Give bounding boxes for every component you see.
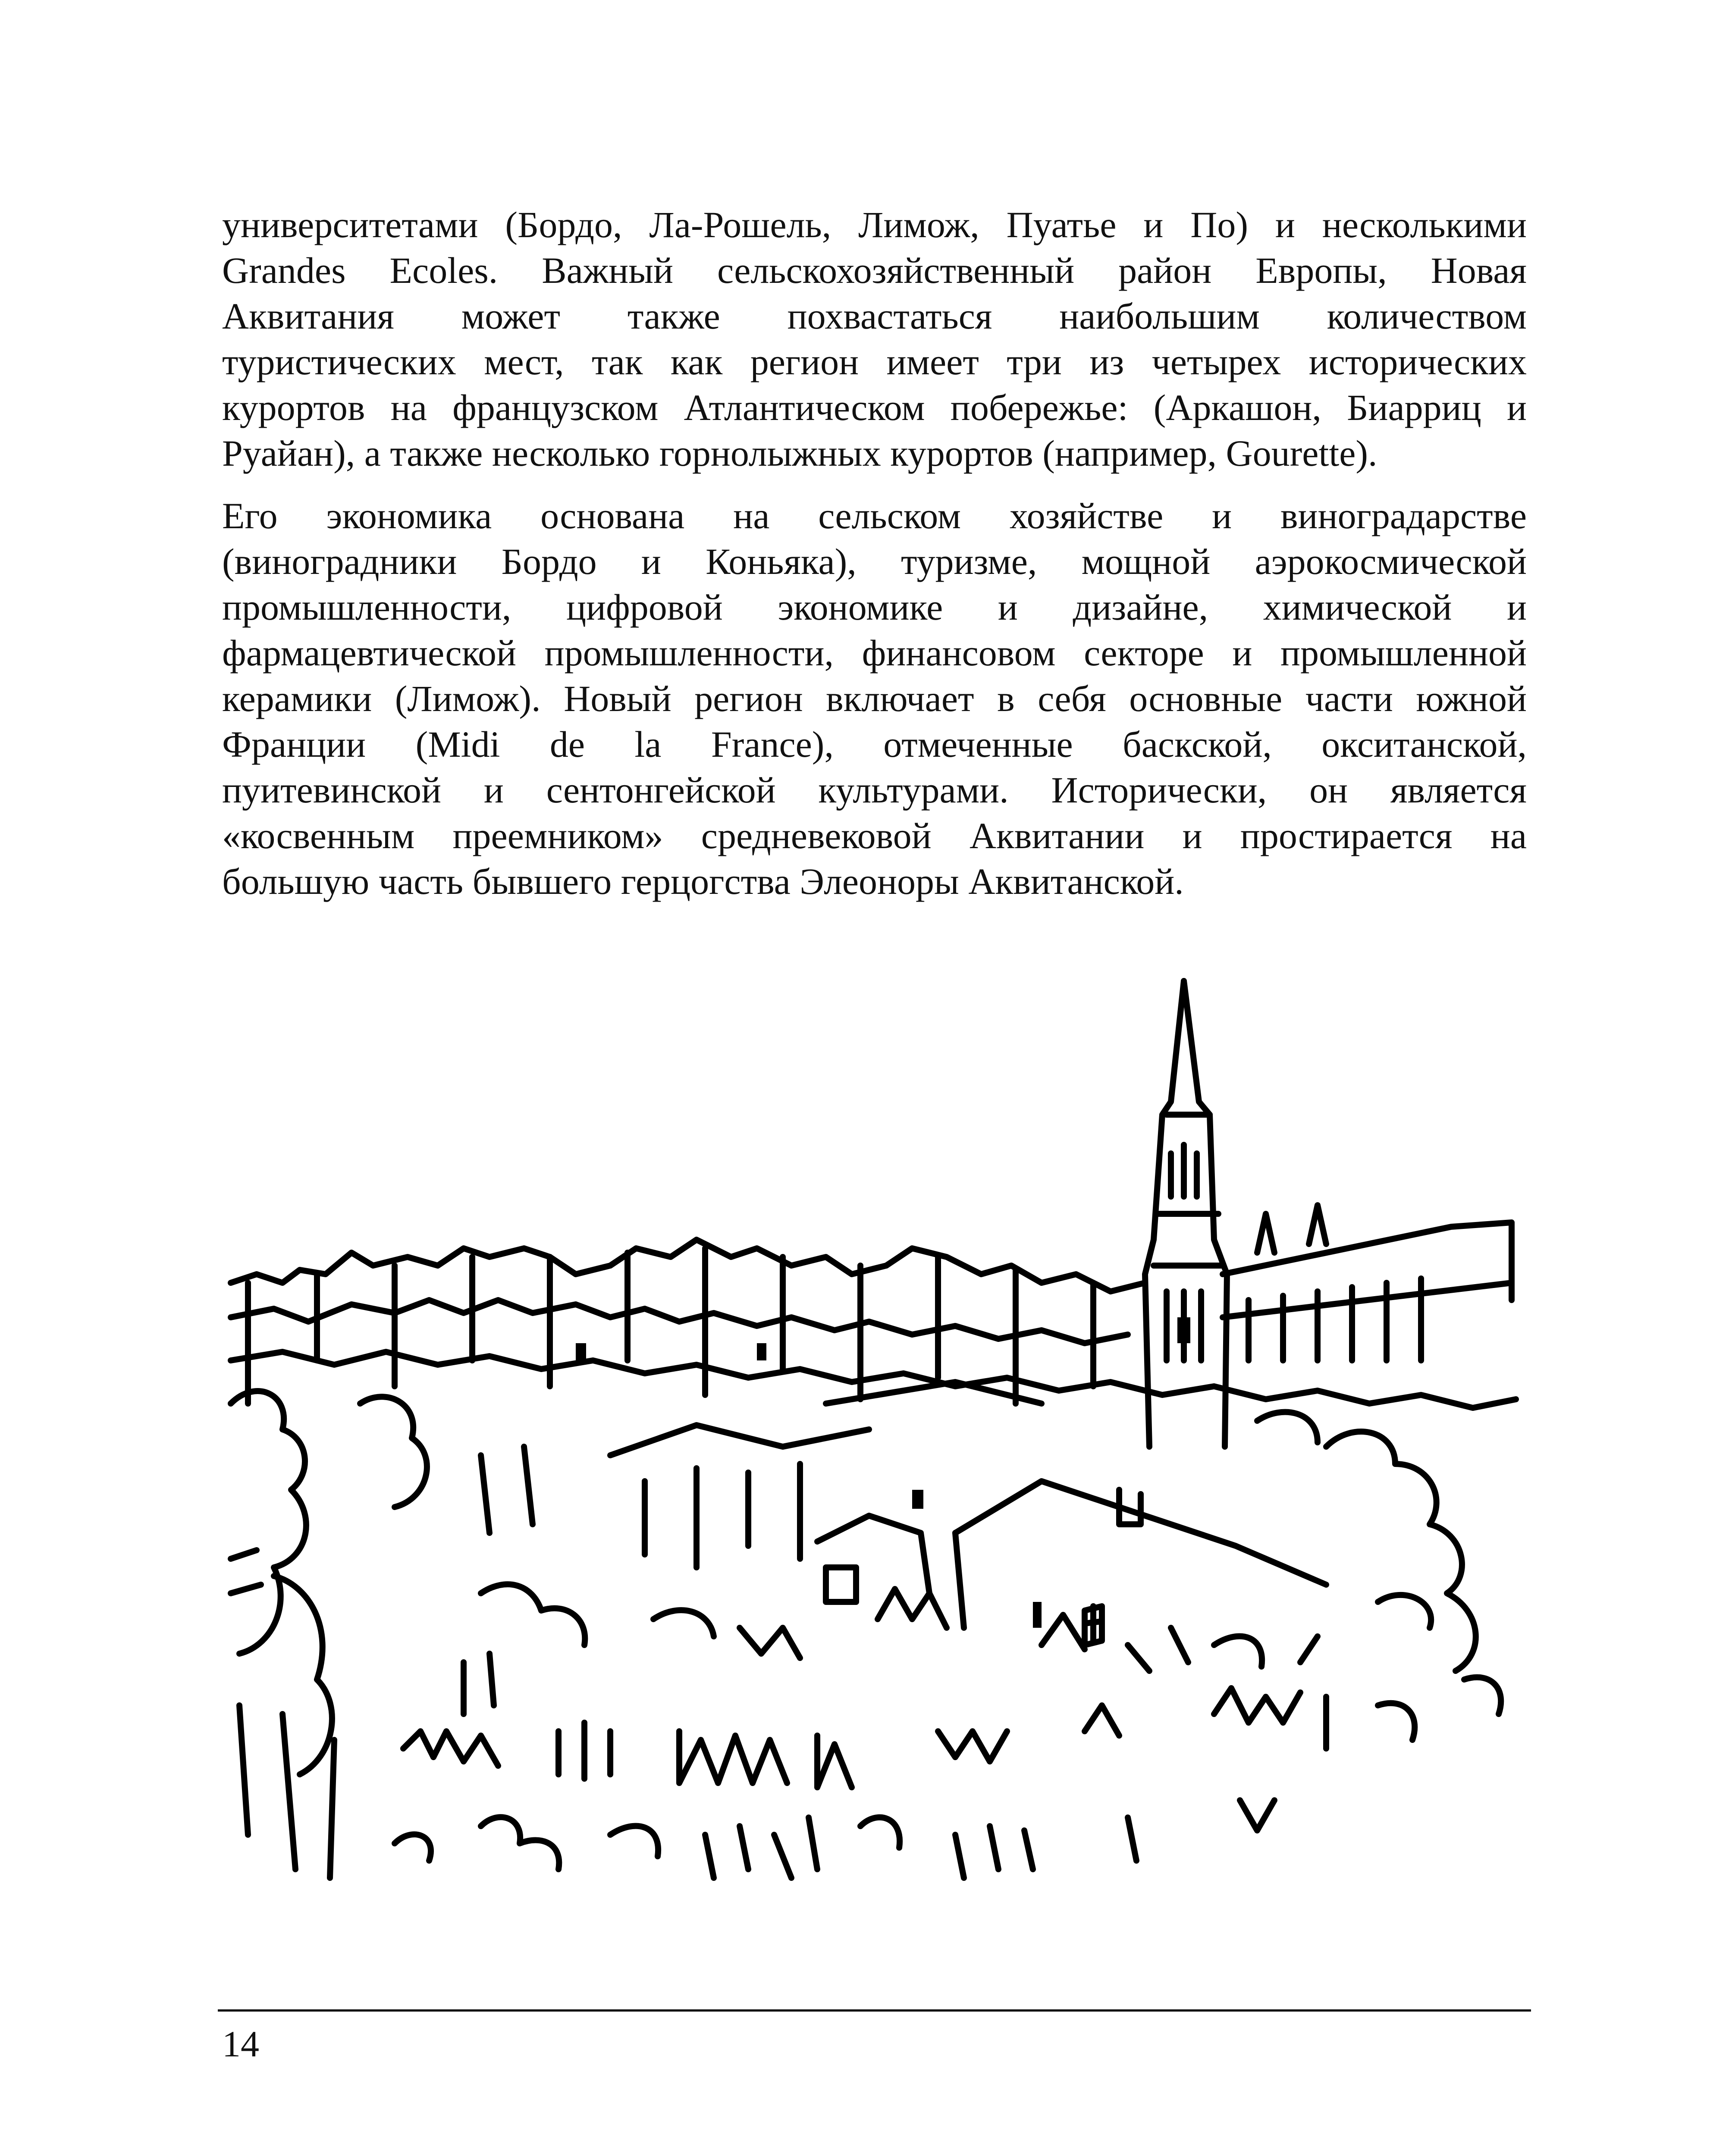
paragraph-2 [222,493,1527,904]
text-line: «косвенным преемником» средневековой Аквитании и простирается на [222,815,1527,856]
text-line: Франции (Midi de la France), отмеченные баскской, окситанской, [222,724,1527,765]
paragraph-1 [222,202,1527,476]
text-line: (виноградники Бордо и Коньяка), туризме, мощной аэрокосмической [222,541,1527,582]
text-line: Руайан), а также несколько горнолыжных курортов (например, Gourette). [222,432,1377,474]
text-line: пуитевинской и сентонгейской культурами. Исторически, он является [222,769,1527,811]
text-line: курортов на французском Атлантическом побережье: (Аркашон, Биарриц и [222,387,1527,428]
text-line: Его экономика основана на сельском хозяйстве и виноградарстве [222,495,1527,536]
text-line: Аквитания может также похвастаться наибольшим количеством [222,295,1527,337]
text-line: большую часть бывшего герцогства Элеоноры Аквитанской. [222,861,1184,902]
text-line: фармацевтической промышленности, финансовом секторе и промышленной [222,632,1527,674]
text-line: университетами (Бордо, Ла-Рошель, Лимож, Пуатье и По) и несколькими [222,204,1527,245]
footer-divider [218,2009,1531,2012]
text-line: промышленности, цифровой экономике и дизайне, химической и [222,586,1527,628]
city-skyline-sketch-icon [222,972,1533,1999]
text-line: Grandes Ecoles. Важный сельскохозяйственный район Европы, Новая [222,250,1527,291]
text-line: туристических мест, так как регион имеет три из четырех исторических [222,341,1527,382]
page-number: 14 [222,2023,259,2065]
text-line: керамики (Лимож). Новый регион включает в себя основные части южной [222,678,1527,719]
